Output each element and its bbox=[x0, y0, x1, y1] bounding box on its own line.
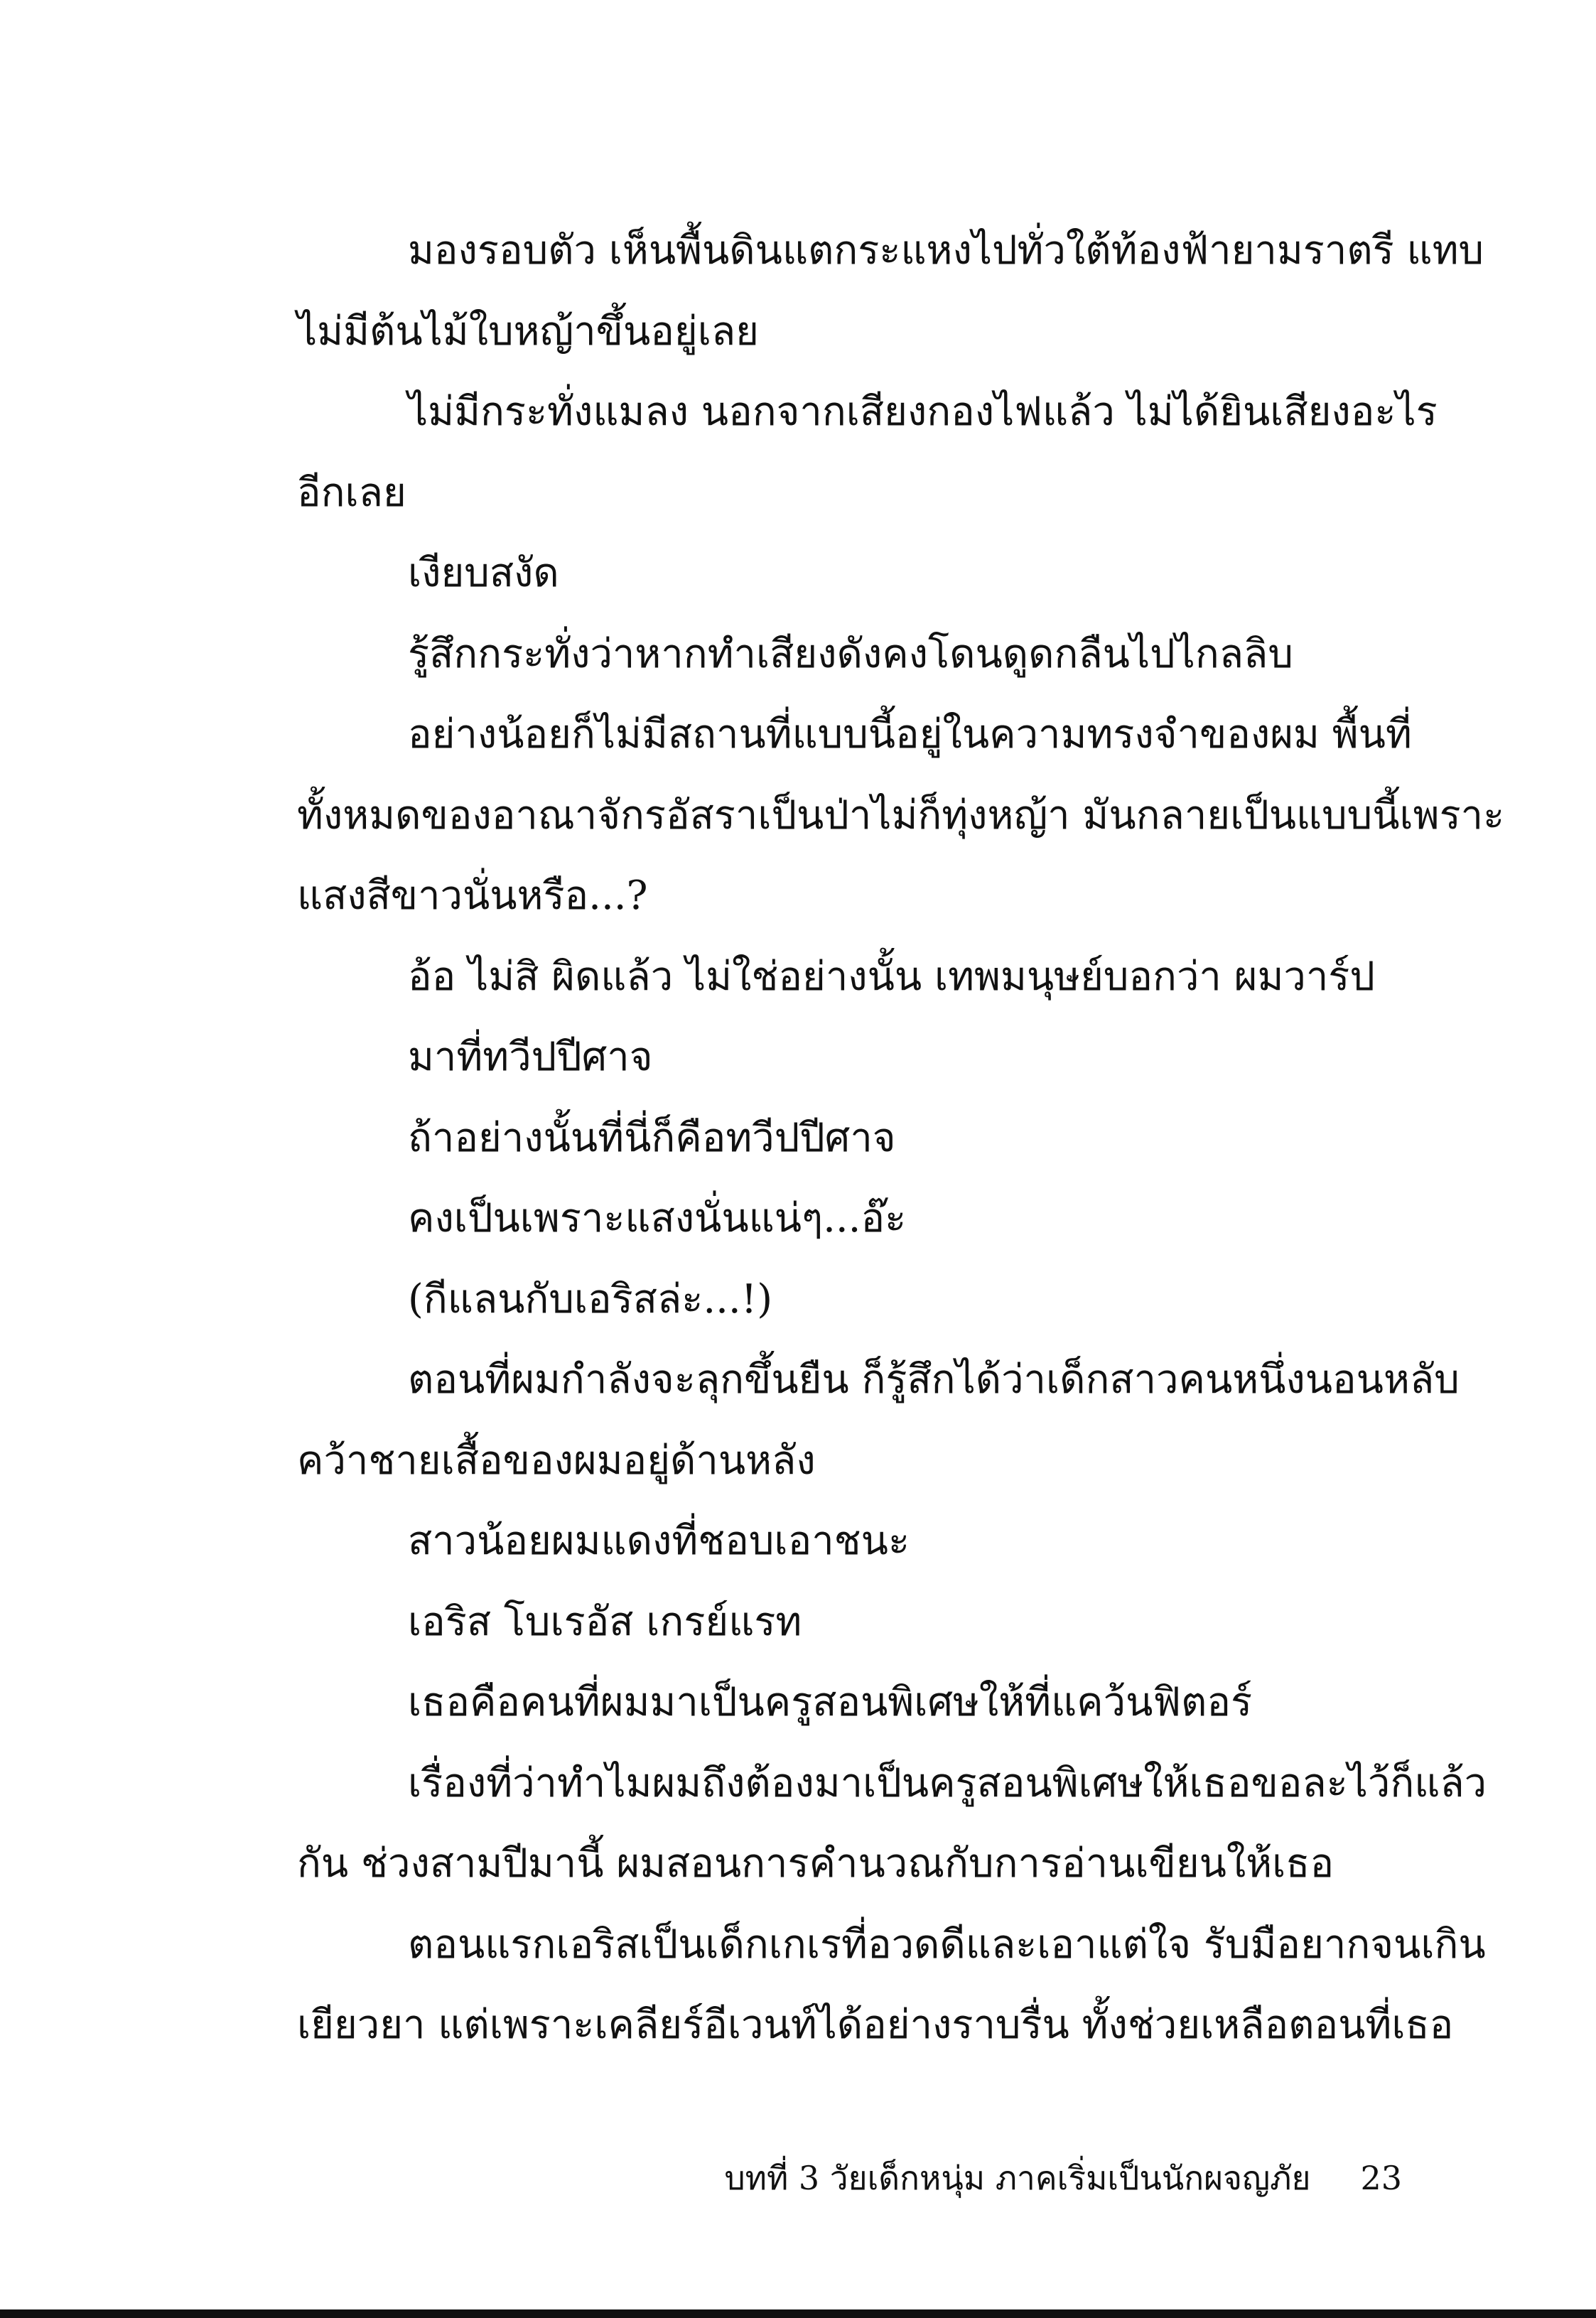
paragraph-line: ตอนที่ผมกำลังจะลุกขึ้นยืน ก็รู้สึกได้ว่าเด็กสาวคนหนึ่งนอนหลับ bbox=[408, 1357, 1460, 1403]
bottom-edge-rule bbox=[0, 2309, 1596, 2318]
paragraph-line: เอริส โบเรอัส เกรย์แรท bbox=[408, 1598, 802, 1645]
running-footer-chapter-title: บทที่ 3 วัยเด็กหนุ่ม ภาคเริ่มเป็นนักผจญภัย bbox=[724, 2158, 1311, 2197]
paragraph-line: คว้าชายเสื้อของผมอยู่ด้านหลัง bbox=[297, 1437, 816, 1484]
paragraph-line: ทั้งหมดของอาณาจักรอัสราเป็นป่าไม่ก็ทุ่งหญ้า มันกลายเป็นแบบนี้เพราะ bbox=[297, 792, 1505, 839]
paragraph-line: แสงสีขาวนั่นหรือ...? bbox=[297, 873, 648, 919]
paragraph-line: เรื่องที่ว่าทำไมผมถึงต้องมาเป็นครูสอนพิเศษให้เธอขอละไว้ก็แล้ว bbox=[408, 1759, 1487, 1806]
paragraph-line: ถ้าอย่างนั้นที่นี่ก็คือทวีปปีศาจ bbox=[408, 1114, 896, 1161]
paragraph-line: (กีแลนกับเอริสล่ะ...!) bbox=[408, 1276, 773, 1322]
paragraph-line: มาที่ทวีปปีศาจ bbox=[408, 1034, 653, 1080]
paragraph-line: มองรอบตัว เห็นพื้นดินแตกระแหงไปทั่วใต้ท้องฟ้ายามราตรี แทบ bbox=[408, 227, 1484, 274]
paragraph-line: ไม่มีกระทั่งแมลง นอกจากเสียงกองไฟแล้ว ไม่ได้ยินเสียงอะไร bbox=[408, 389, 1438, 435]
page-number: 23 bbox=[1360, 2159, 1402, 2197]
paragraph-line: คงเป็นเพราะแสงนั่นแน่ๆ...อ๊ะ bbox=[408, 1195, 907, 1241]
paragraph-line: อย่างน้อยก็ไม่มีสถานที่แบบนี้อยู่ในความทรงจำของผม พื้นที่ bbox=[408, 711, 1412, 758]
paragraph-line: ตอนแรกเอริสเป็นเด็กเกเรที่อวดดีและเอาแต่ใจ รับมือยากจนเกิน bbox=[408, 1921, 1486, 1968]
paragraph-line: เงียบสงัด bbox=[408, 550, 559, 596]
paragraph-line: อีกเลย bbox=[297, 469, 406, 516]
paragraph-line: เยียวยา แต่เพราะเคลียร์อีเวนท์ได้อย่างราบรื่น ทั้งช่วยเหลือตอนที่เธอ bbox=[297, 2002, 1454, 2048]
page-footer bbox=[724, 2153, 1402, 2203]
paragraph-line: อ้อ ไม่สิ ผิดแล้ว ไม่ใช่อย่างนั้น เทพมนุษย์บอกว่า ผมวาร์ป bbox=[408, 953, 1375, 1000]
paragraph-line: กัน ช่วงสามปีมานี้ ผมสอนการคำนวณกับการอ่านเขียนให้เธอ bbox=[297, 1840, 1335, 1887]
body-text bbox=[297, 210, 1505, 2066]
paragraph-line: เธอคือคนที่ผมมาเป็นครูสอนพิเศษให้ที่แคว้นฟิตอร์ bbox=[408, 1679, 1253, 1725]
paragraph-line: รู้สึกกระทั่งว่าหากทำเสียงดังคงโดนดูดกลืนไปไกลลิบ bbox=[408, 630, 1293, 677]
paragraph-line: สาวน้อยผมแดงที่ชอบเอาชนะ bbox=[408, 1518, 910, 1564]
paragraph-line: ไม่มีต้นไม้ใบหญ้าขึ้นอยู่เลย bbox=[297, 308, 759, 355]
